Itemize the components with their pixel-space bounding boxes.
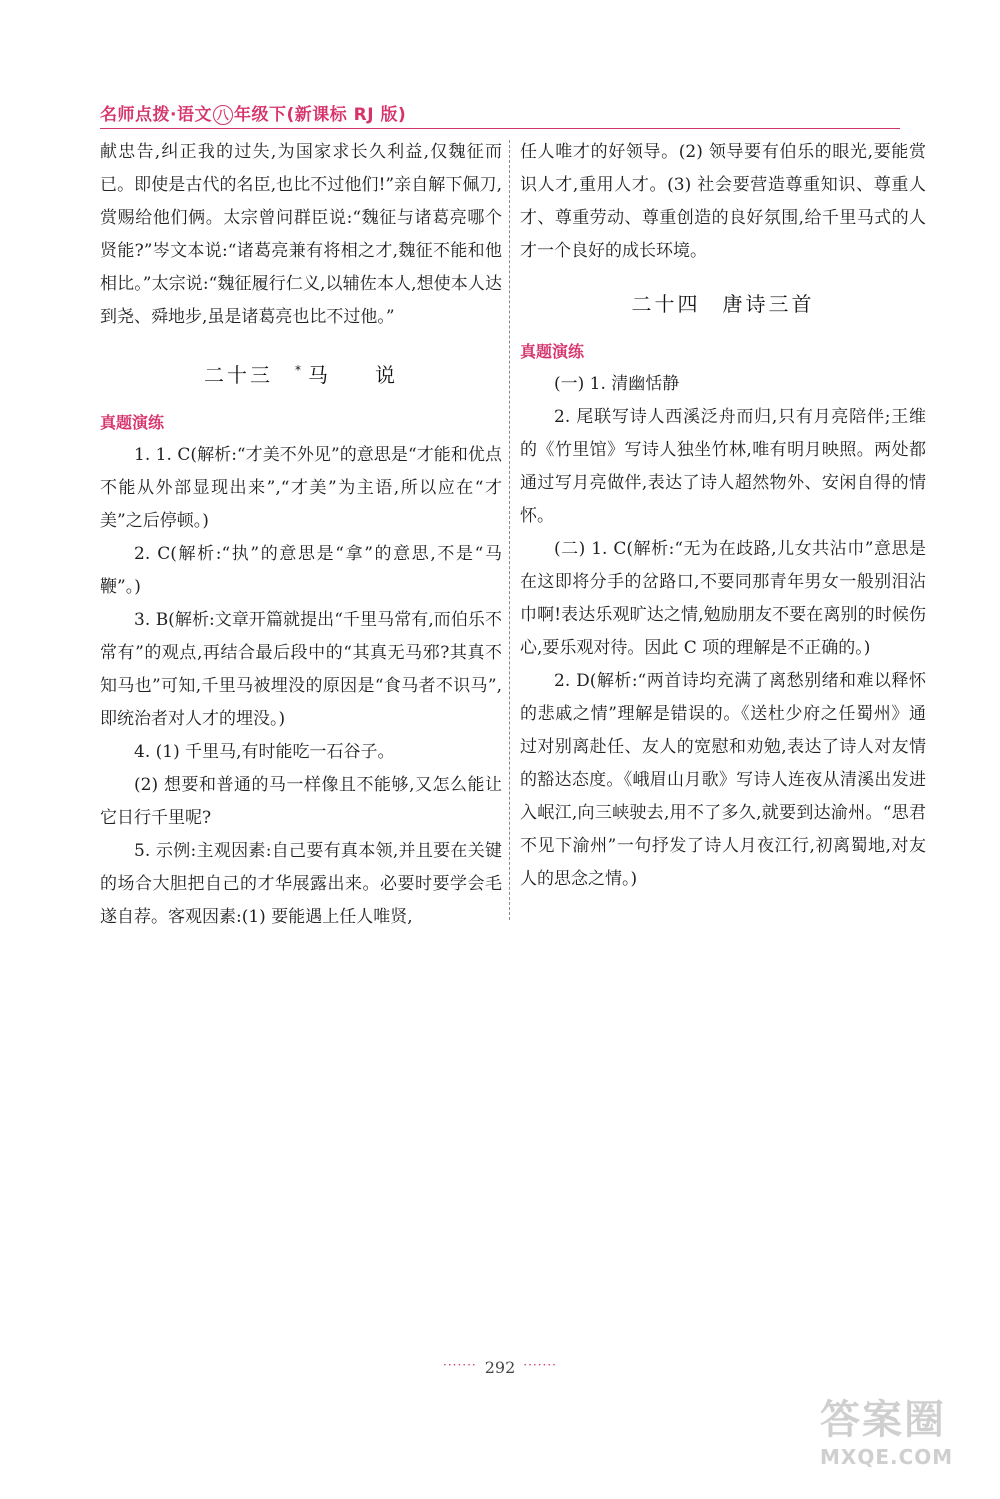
answer-item: 5. 示例:主观因素:自己要有真本领,并且要在关键的场合大胆把自己的才华展露出来。必要时要学会毛遂自荐。客观因素:(1) 要能遇上任人唯贤, [100,841,502,927]
section-title-24 [520,288,926,321]
star-mark: * [295,363,304,377]
page-number: 292 [484,1358,516,1377]
right-column [520,136,926,896]
footer-dots-left: ······· [443,1358,477,1372]
header-rule [100,128,900,129]
column-divider [509,140,510,920]
section-number: 二十四 [631,292,701,316]
answer-item: 2. 尾联写诗人西溪泛舟而归,只有月亮陪伴;王维的《竹里馆》写诗人独坐竹林,唯有明月映照。两处都通过写月亮做伴,表达了诗人超然物外、安闲自得的情怀。 [520,407,926,526]
section-title-text: 唐诗三首 [722,292,815,316]
answer-item: 1. 1. C(解析:“才美不外见”的意思是“才能和优点不能从外部显现出来”,“才美”为主语,所以应在“才美”之后停顿。) [100,445,502,531]
watermark-url: MXQE.COM [820,1445,954,1469]
answer-item: 2. C(解析:“执”的意思是“拿”的意思,不是“马鞭”。) [100,544,502,597]
subhead-practice: 真题演练 [520,342,585,361]
header-suffix: 年级下(新课标 RJ 版) [233,105,407,125]
site-watermark [820,1395,990,1490]
header-prefix: 名师点拨·语文 [100,105,212,125]
answer-item: 2. D(解析:“两首诗均充满了离愁别绪和难以释怀的悲戚之情”理解是错误的。《送杜少府之任蜀州》通过对别离赴任、友人的宽慰和劝勉,表达了诗人对友情的豁达态度。《峨眉山月歌》写诗人连夜从清溪出发进入岷江,向三峡驶去,用不了多久,就要到达渝州。“思君不见下渝州”一句抒发了诗人月夜江行,初离蜀地,对友人的思念之情。) [520,671,926,889]
answer-item: 4. (1) 千里马,有时能吃一石谷子。 [134,742,395,762]
section-word-2: 说 [375,363,398,387]
section-word-1: 马 [308,363,331,387]
right-continued-paragraph: 任人唯才的好领导。(2) 领导要有伯乐的眼光,要能赏识人才,重用人才。(3) 社会要营造尊重知识、尊重人才、尊重劳动、尊重创造的良好氛围,给千里马式的人才一个良好的成长环境。 [520,142,926,261]
left-continued-paragraph: 献忠告,纠正我的过失,为国家求长久利益,仅魏征而已。即使是古代的名臣,也比不过他们!”亲自解下佩刀,赏赐给他们俩。太宗曾问群臣说:“魏征与诸葛亮哪个贤能?”岑文本说:“诸葛亮兼有将相之才,魏征不能和他相比。”太宗说:“魏征履行仁义,以辅佐本人,想使本人达到尧、舜地步,虽是诸葛亮也比不过他。” [100,142,502,327]
watermark-logo-text: 答案圈 [820,1397,946,1443]
section-number: 二十三 [204,363,273,387]
grade-badge: 八 [213,105,233,125]
left-column [100,136,502,934]
subhead-practice: 真题演练 [100,413,165,432]
section-title-23 [100,354,502,392]
page-footer [0,1358,1000,1377]
answer-item: (二) 1. C(解析:“无为在歧路,儿女共沾巾”意思是在这即将分手的岔路口,不要同那青年男女一般别泪沾巾啊!表达乐观旷达之情,勉励朋友不要在离别的时候伤心,要乐观对待。因此 C 项的理解是不正确的。) [520,539,926,658]
book-header [100,100,406,125]
answer-item: (一) 1. 清幽恬静 [554,374,680,394]
answer-item: 3. B(解析:文章开篇就提出“千里马常有,而伯乐不常有”的观点,再结合最后段中的“其真无马邪?其真不知马也”可知,千里马被埋没的原因是“食马者不识马”,即统治者对人才的埋没。) [100,610,502,729]
footer-dots-right: ······· [523,1358,557,1372]
answer-item: (2) 想要和普通的马一样像且不能够,又怎么能让它日行千里呢? [100,775,502,828]
